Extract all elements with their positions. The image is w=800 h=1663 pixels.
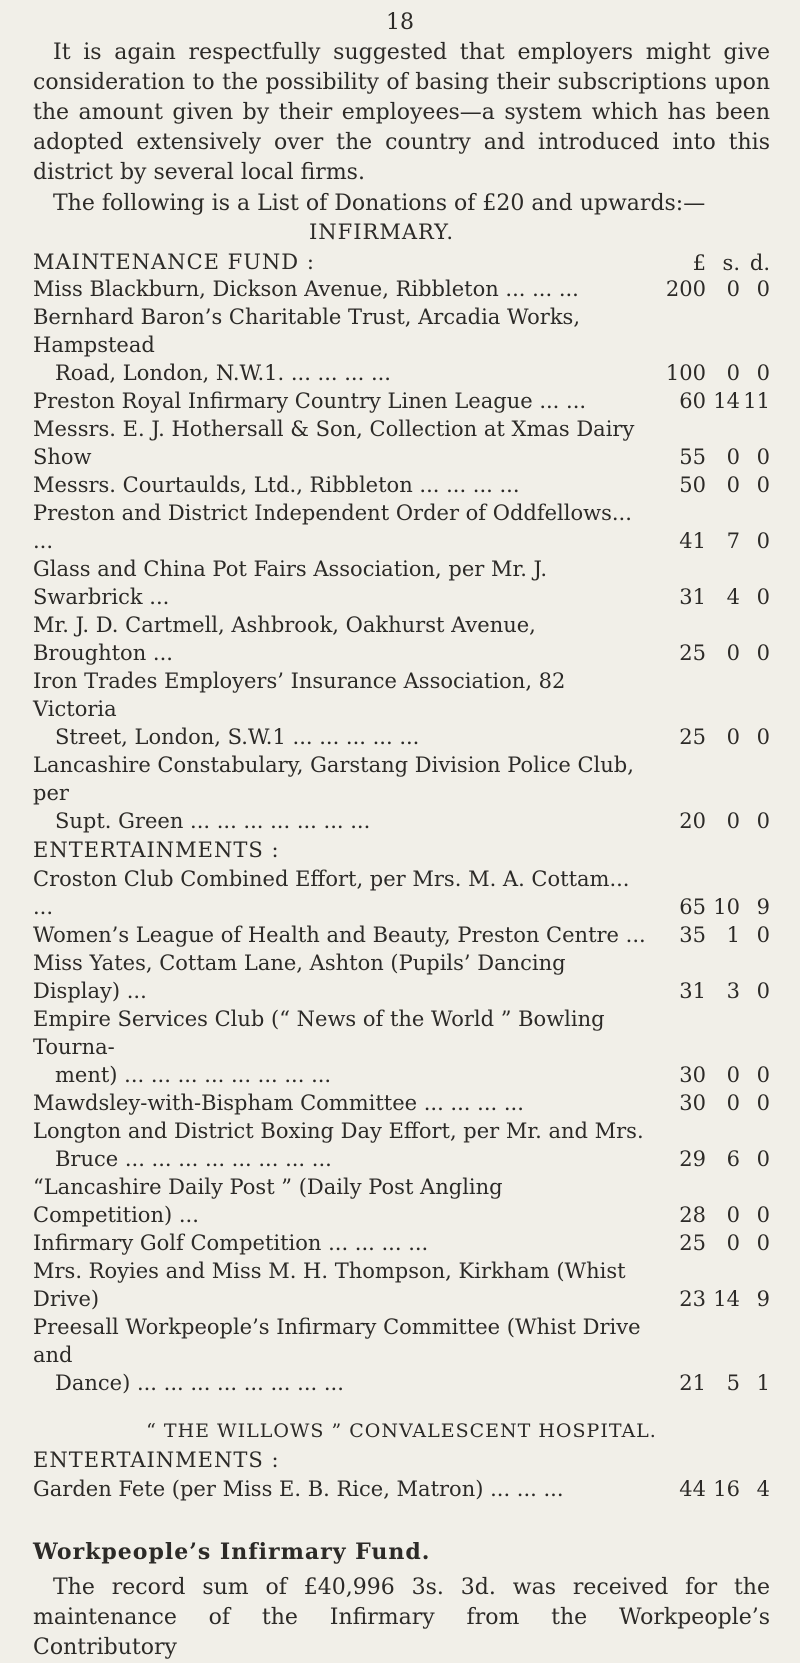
workpeople-text: The record sum of £40,996 3s. 3d. was received for the maintenance of the Infirmary from the Workpeople’s Contributory [33,1575,770,1660]
donor-text: Miss Yates, Cottam Lane, Ashton (Pupils’ Dancing Display) ... [33,951,566,1003]
amount-pounds: 44 [679,1477,706,1501]
willows-items [33,1475,770,1503]
donation-amount [650,1285,770,1313]
donation-row [33,415,770,471]
amount-shillings: 1 [726,923,740,947]
donation-amount [650,583,770,611]
amount-shillings: 0 [726,361,740,385]
donation-amount [650,1061,770,1089]
donation-amount [650,977,770,1005]
amount-pence: 0 [756,277,770,301]
amount-shillings: 6 [726,1147,740,1171]
donor-text: Bruce ... ... ... ... ... ... ... ... [55,1147,332,1171]
donor-text: “Lancashire Daily Post ” (Daily Post Angling Competition) ... [33,1175,503,1227]
amount-pounds: 35 [679,923,706,947]
donor-text: ment) ... ... ... ... ... ... ... ... [55,1063,332,1087]
amount-pounds: 41 [679,529,706,553]
donor-text: Dance) ... ... ... ... ... ... ... ... [55,1371,344,1395]
donations-intro: The following is a List of Donations of £20 and upwards:— [53,191,706,216]
donation-row [33,1313,770,1397]
donation-amount [650,1089,770,1117]
maintenance-items [33,275,770,835]
amount-shillings: 14 [713,389,740,413]
amount-pounds: 30 [679,1063,706,1087]
donation-row [33,387,770,415]
amount-pence: 0 [756,1203,770,1227]
donation-amount [650,1369,770,1397]
donation-row [33,949,770,1005]
maintenance-header [33,247,770,275]
amount-pounds: 21 [679,1371,706,1395]
amount-pence: 0 [756,1147,770,1171]
donor-text: Mr. J. D. Cartmell, Ashbrook, Oakhurst Avenue, Broughton ... [33,613,536,665]
amount-pounds: 55 [679,445,706,469]
amount-pounds: 28 [679,1203,706,1227]
donation-amount [650,1475,770,1503]
donor-text: Women’s League of Health and Beauty, Preston Centre ... [33,923,646,947]
entertainments-heading: ENTERTAINMENTS : [33,838,280,862]
amount-shillings: 7 [726,529,740,553]
amount-shillings: 0 [726,1231,740,1255]
donation-row [33,751,770,835]
donations-list [33,217,770,1663]
donation-row [33,1257,770,1313]
donation-amount [650,275,770,303]
donor-text: Bernhard Baron’s Charitable Trust, Arcadia Works, Hampstead [33,305,580,357]
donor-text: Road, London, N.W.1. ... ... ... ... [55,361,391,385]
amount-pence: 9 [756,1287,770,1311]
donation-amount [650,471,770,499]
amount-shillings: 0 [726,725,740,749]
amount-pence: 0 [756,809,770,833]
amount-pence: 0 [756,1091,770,1115]
amount-shillings: 4 [726,585,740,609]
currency-shillings: s. [722,251,740,275]
donation-row [33,555,770,611]
amount-pence: 0 [756,445,770,469]
currency-header [650,251,770,275]
amount-shillings: 3 [726,979,740,1003]
amount-shillings: 0 [726,473,740,497]
donation-row [33,667,770,751]
willows-heading: “ THE WILLOWS ” CONVALESCENT HOSPITAL. [146,1420,657,1442]
amount-pence: 0 [756,1231,770,1255]
donation-amount [650,359,770,387]
amount-shillings: 0 [726,809,740,833]
donor-text: Mrs. Royies and Miss M. H. Thompson, Kirkham (Whist Drive) [33,1259,626,1311]
workpeople-heading: Workpeople’s Infirmary Fund. [33,1539,431,1565]
amount-pence: 1 [756,1371,770,1395]
donor-text: Messrs. Courtaulds, Ltd., Ribbleton ... ... ... ... [33,473,520,497]
amount-pence: 0 [756,1063,770,1087]
amount-pence: 4 [756,1477,770,1501]
donor-text: Empire Services Club (“ News of the World ” Bowling Tourna- [33,1007,605,1059]
currency-pounds: £ [692,251,706,275]
donor-text: Preston and District Independent Order of Oddfellows... ... [33,501,632,553]
donation-amount [650,639,770,667]
amount-pence: 0 [756,473,770,497]
amount-shillings: 16 [713,1477,740,1501]
amount-shillings: 10 [713,895,740,919]
donation-row [33,1475,770,1503]
amount-pence: 0 [756,923,770,947]
amount-pence: 9 [756,895,770,919]
donation-amount [650,387,770,415]
amount-shillings: 14 [713,1287,740,1311]
donation-row [33,1089,770,1117]
intro-paragraph: It is again respectfully suggested that employers might give consideration to the possibility of basing their subscriptions upon the amount given by their employees—a system which has been adopted extensively over the country and introduced into this district by several local firms. [33,40,770,185]
amount-pence: 11 [743,389,770,413]
donation-amount [650,893,770,921]
donation-row [33,1005,770,1089]
donor-text: Miss Blackburn, Dickson Avenue, Ribbleton ... ... ... [33,277,579,301]
donation-amount [650,1201,770,1229]
amount-shillings: 0 [726,1091,740,1115]
donor-text: Iron Trades Employers’ Insurance Association, 82 Victoria [33,669,566,721]
donor-text: Garden Fete (per Miss E. B. Rice, Matron) ... ... ... [33,1477,564,1501]
donation-row [33,611,770,667]
amount-pounds: 30 [679,1091,706,1115]
donor-text: Infirmary Golf Competition ... ... ... ... [33,1231,429,1255]
amount-pounds: 65 [679,895,706,919]
donor-text: Glass and China Pot Fairs Association, per Mr. J. Swarbrick ... [33,557,548,609]
amount-pounds: 25 [679,725,706,749]
donation-amount [650,921,770,949]
donor-text: Mawdsley-with-Bispham Committee ... ... ... ... [33,1091,524,1115]
donation-amount [650,527,770,555]
donation-row [33,303,770,387]
amount-pounds: 20 [679,809,706,833]
amount-shillings: 0 [726,641,740,665]
entertainment-items [33,865,770,1397]
amount-shillings: 0 [726,1063,740,1087]
donation-row [33,275,770,303]
currency-pence: d. [749,251,770,275]
donation-amount [650,443,770,471]
donation-amount [650,1229,770,1257]
donation-row [33,499,770,555]
amount-pounds: 200 [665,277,706,301]
amount-pounds: 25 [679,641,706,665]
amount-shillings: 0 [726,445,740,469]
amount-shillings: 5 [726,1371,740,1395]
donation-row [33,1229,770,1257]
donor-text: Longton and District Boxing Day Effort, per Mr. and Mrs. [33,1119,644,1143]
maintenance-heading: MAINTENANCE FUND : [33,250,315,274]
amount-pounds: 50 [679,473,706,497]
donation-row [33,921,770,949]
amount-pounds: 31 [679,979,706,1003]
donor-text: Street, London, S.W.1 ... ... ... ... ... [55,725,420,749]
willows-entertainments-heading: ENTERTAINMENTS : [33,1448,280,1472]
donation-amount [650,723,770,751]
donation-row [33,1173,770,1229]
amount-pence: 0 [756,529,770,553]
donation-amount [650,1145,770,1173]
donor-text: Lancashire Constabulary, Garstang Division Police Club, per [33,753,634,805]
donation-row [33,471,770,499]
donation-row [33,865,770,921]
donor-text: Preesall Workpeople’s Infirmary Committee (Whist Drive and [33,1315,641,1367]
amount-pence: 0 [756,979,770,1003]
amount-shillings: 0 [726,1203,740,1227]
amount-pounds: 23 [679,1287,706,1311]
amount-pence: 0 [756,361,770,385]
amount-pounds: 31 [679,585,706,609]
amount-pence: 0 [756,585,770,609]
amount-pence: 0 [756,725,770,749]
donor-text: Preston Royal Infirmary Country Linen League ... ... [33,389,587,413]
donation-row [33,1117,770,1173]
donor-text: Messrs. E. J. Hothersall & Son, Collection at Xmas Dairy Show [33,417,635,469]
amount-pounds: 60 [679,389,706,413]
amount-pounds: 100 [665,361,706,385]
donation-amount [650,807,770,835]
amount-pence: 0 [756,641,770,665]
page-number: 18 [386,10,414,35]
infirmary-heading: INFIRMARY. [308,220,454,244]
donor-text: Croston Club Combined Effort, per Mrs. M. A. Cottam... ... [33,867,630,919]
donor-text: Supt. Green ... ... ... ... ... ... ... [55,809,371,833]
amount-pounds: 29 [679,1147,706,1171]
amount-pounds: 25 [679,1231,706,1255]
amount-shillings: 0 [726,277,740,301]
